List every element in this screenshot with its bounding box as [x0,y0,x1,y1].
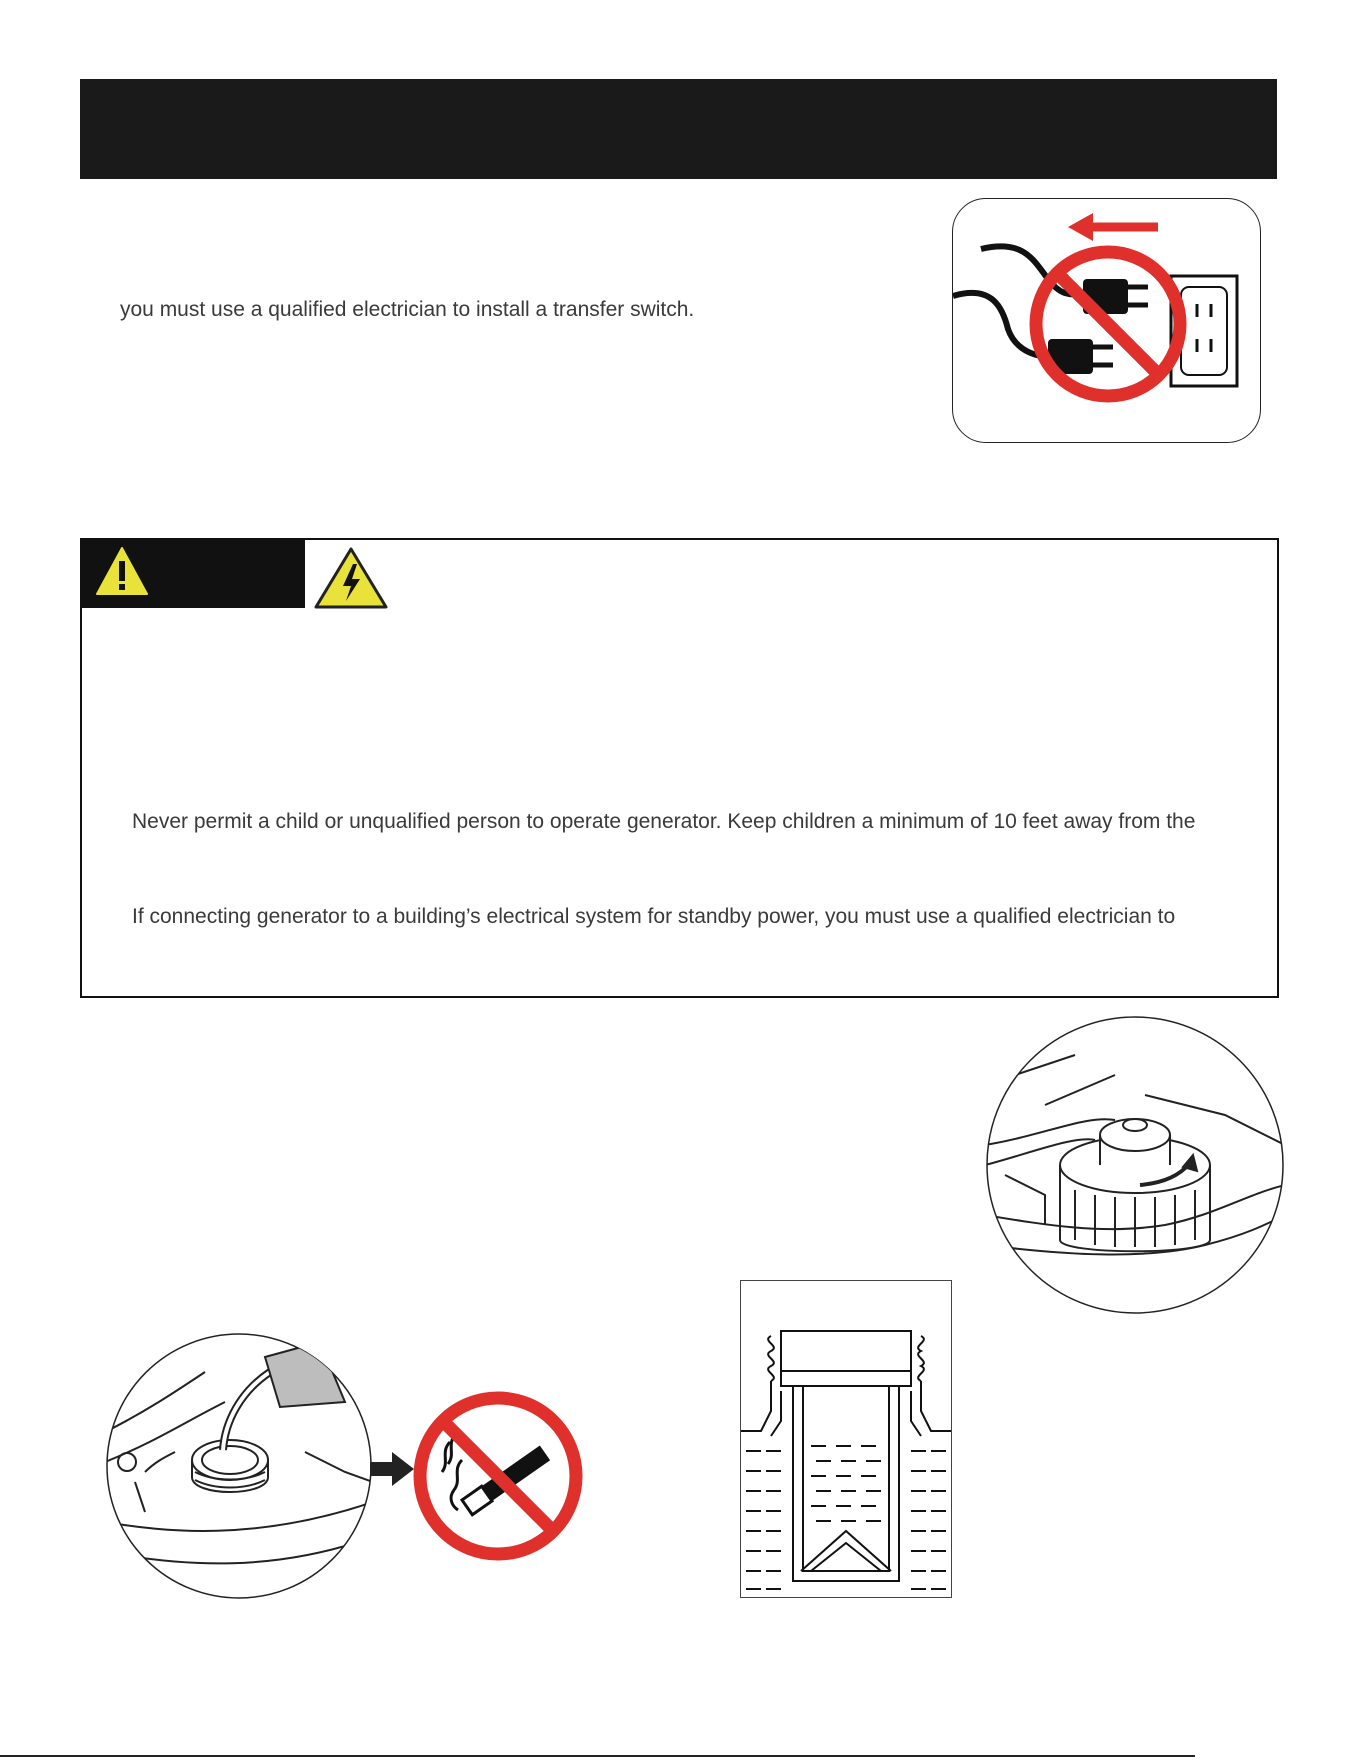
fuel-can-icon [105,1332,373,1600]
warning-label-tab [80,538,305,608]
arrow-right-icon [370,1452,415,1486]
no-smoking-icon [412,1390,584,1562]
fuel-level-icon [741,1281,951,1597]
no-plug-icon [953,199,1260,442]
header-bar [80,79,1277,179]
caution-icon [94,545,150,597]
intro-text: you must use a qualified electrician to install a transfer switch. [120,298,695,321]
warning-line-1: Never permit a child or unqualified person to operate generator. Keep children a minimum of 10 feet away from the [132,810,1196,833]
fuel-level-figure [740,1280,952,1598]
fuel-cap-icon [985,1015,1285,1315]
warning-line-2: If connecting generator to a building’s electrical system for standby power, you must use a qualified electrician to [132,905,1176,928]
bottom-rule [0,1755,1195,1757]
fuel-cap-figure [985,1015,1285,1315]
electric-shock-icon [313,546,389,610]
refuel-figure [105,1332,373,1600]
unplug-figure [952,198,1261,443]
